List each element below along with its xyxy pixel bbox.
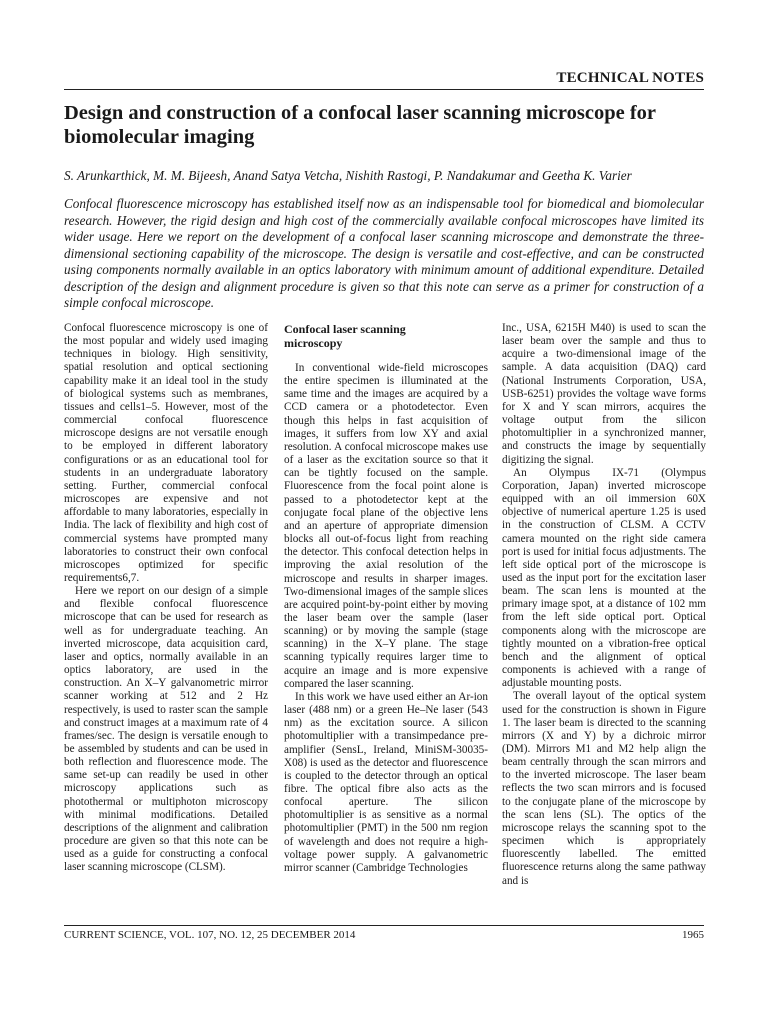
paragraph: Confocal fluorescence microscopy is one of the most popular and widely used imaging techniques in biology. High sensitivity, spatial resolution and optical sectioning capability make it an ideal tool in the study of biological systems such as membranes, tissues and cells1–5. However, most of the commercial confocal fluorescence microscope designs are not versatile enough to be employed in different laboratory configurations or as an educational tool for students in an undergraduate laboratory setting. Further, commercial confocal microscopes are expensive and not affordable to many laboratories, especially in India. The lack of flexibility and high cost of commercial systems have prompted many laboratories to construct their own confocal microscopes optimized for specific requirements6,7. bbox=[64, 322, 268, 584]
body-column-1 bbox=[64, 322, 268, 914]
paragraph: In this work we have used either an Ar-ion laser (488 nm) or a green He–Ne laser (543 nm) as the excitation source. A silicon photomultiplier with a transimpedance pre-amplifier (SensL, Ireland, MiniSM-30035-X08) is used as the detector and fluorescence is coupled to the detector through an optical fibre. The optical fibre also acts as the confocal aperture. The silicon photomultiplier is as sensitive as a normal photomultiplier (PMT) in the 500 nm region of wavelength and does not require a high-voltage power supply. A galvanometric mirror scanner (Cambridge Technologies bbox=[284, 690, 488, 874]
paragraph: Inc., USA, 6215H M40) is used to scan the laser beam over the sample and thus to acquire a two-dimensional image of the sample. A data acquisition (DAQ) card (National Instruments Corporation, USA, USB-6251) provides the voltage wave forms for X and Y scan mirrors, acquires the voltage output from the silicon photomultiplier in a synchronized manner, and constructs the image by sequentially digitizing the signal. bbox=[502, 322, 706, 466]
journal-citation: CURRENT SCIENCE, VOL. 107, NO. 12, 25 DECEMBER 2014 bbox=[64, 929, 356, 941]
paragraph: In conventional wide-field microscopes the entire specimen is illuminated at the same time and the images are acquired by a CCD camera or a photodetector. Even though this helps in fast acquisition of images, it suffers from low XY and axial resolution. A confocal microscope makes use of a laser as the excitation source so that it can be tightly focused on the sample. Fluorescence from the focal point alone is passed to a photodetector kept at the conjugate focal plane of the objective lens and an aperture of appropriate dimension blocks all out-of-focus light from reaching the detector. This confocal detection helps in improving the axial resolution of the microscope and results in sharper images. Two-dimensional images of the sample slices are acquired point-by-point either by moving the laser beam over the sample (laser scanning) or by moving the sample (stage scanning) in the X–Y plane. The stage scanning typically requires larger time to acquire an image and is more expensive compared the laser scanning. bbox=[284, 362, 488, 690]
paragraph: An Olympus IX-71 (Olympus Corporation, Japan) inverted microscope equipped with an oil immersion 60X objective of numerical aperture 1.25 is used in the construction of CLSM. A CCTV camera mounted on the right side camera port is used for initial focus adjustments. The left side optical port of the microscope is used as the input port for the excitation laser beam. The scan lens is mounted at the primary image spot, at a distance of 102 mm from the left side optical port. Optical components along with the microscope are tightly mounted on a vibration-free optical bench and the alignment of optical components is achieved with a range of adjustable mounting posts. bbox=[502, 466, 706, 690]
header-rule bbox=[64, 89, 704, 90]
footer-rule bbox=[64, 925, 704, 926]
section-heading: Confocal laser scanning microscopy bbox=[284, 322, 406, 350]
article-title: Design and construction of a confocal laser scanning microscope for biomolecular imaging bbox=[64, 102, 656, 148]
page-number: 1965 bbox=[682, 929, 704, 941]
body-column-2 bbox=[284, 322, 488, 914]
author-list: S. Arunkarthick, M. M. Bijeesh, Anand Satya Vetcha, Nishith Rastogi, P. Nandakumar and Geetha K. Varier bbox=[64, 168, 632, 183]
page-footer bbox=[64, 929, 704, 941]
paragraph: Here we report on our design of a simple and flexible confocal fluorescence microscope that can be used for research as well as for undergraduate teaching. An inverted microscope, data acquisition card, laser and optics, normally available in an optics laboratory, are used in the construction. An X–Y galvanometric mirror scanner working at 512 and 2 Hz respectively, is used to raster scan the sample and construct images at a maximum rate of 4 frames/sec. The design is versatile enough to be assembled by students and can be used in both reflection and fluorescence mode. The same set-up can readily be used in other microscopy applications such as photothermal or multiphoton microscopy with minimal modifications. Detailed descriptions of the alignment and calibration procedure are given so that this note can be used as a guide for constructing a confocal laser scanning microscope (CLSM). bbox=[64, 585, 268, 874]
paragraph: The overall layout of the optical system used for the construction is shown in Figure 1. The laser beam is directed to the scanning mirrors (X and Y) by a dichroic mirror (DM). Mirrors M1 and M2 help align the beam centrally through the scan mirrors and to the inverted microscope. The laser beam reflects the two scan mirrors and is focused to the conjugate plane of the microscope by the scan lens (SL). The optics of the microscope relays the scanning spot to the specimen which is appropriately fluorescently labelled. The emitted fluorescence returns along the same pathway and is bbox=[502, 690, 706, 887]
abstract: Confocal fluorescence microscopy has established itself now as an indispensable tool for biomedical and biomolecular research. However, the rigid design and high cost of the commercially available confocal microscopes have limited its wider usage. Here we report on the development of a confocal laser scanning microscope and demonstrate the three-dimensional sectioning capability of the microscope. The design is versatile and cost-effective, and can be constructed using components normally available in an optics laboratory with minimum amount of additional expenditure. Detailed description of the design and alignment procedure is given so that this note can serve as a primer for construction of a simple confocal microscope. bbox=[64, 196, 704, 310]
body-column-3 bbox=[502, 322, 706, 914]
section-label: TECHNICAL NOTES bbox=[556, 70, 704, 86]
